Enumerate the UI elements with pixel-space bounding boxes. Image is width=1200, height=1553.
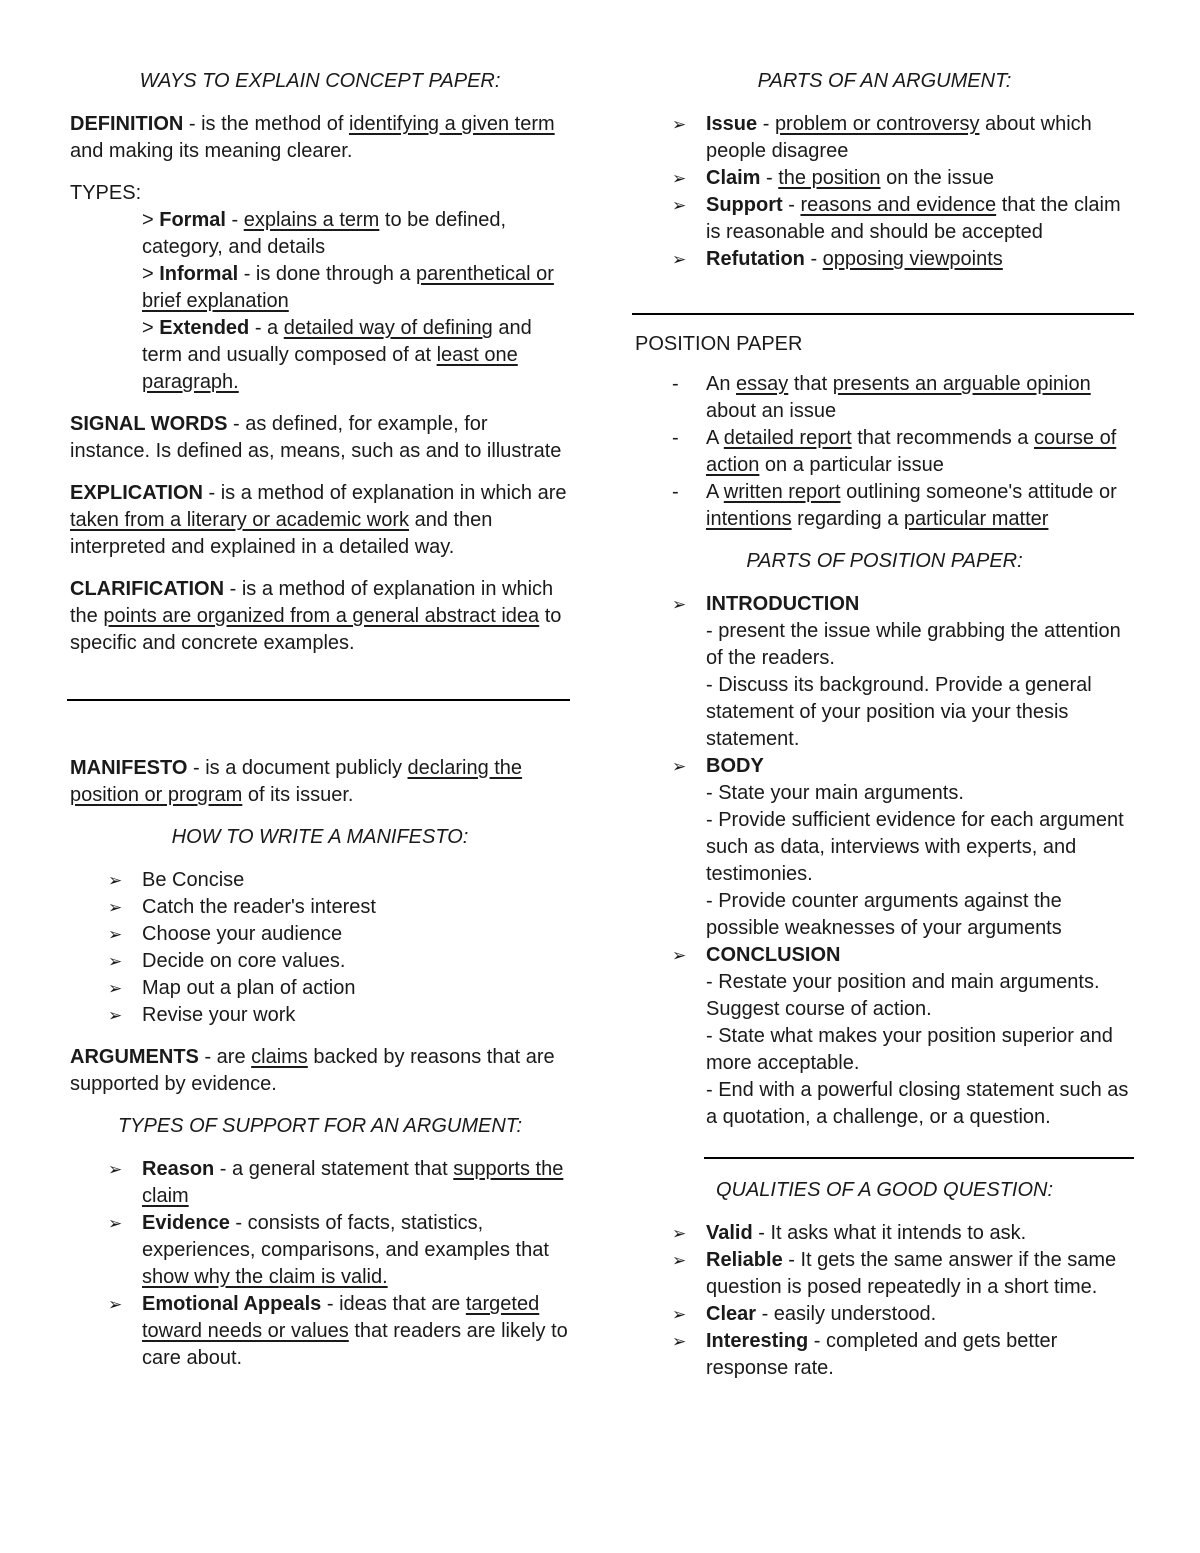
definition-paragraph: DEFINITION - is the method of identifying a given term and making its meaning clearer.	[70, 113, 555, 162]
section-divider	[632, 313, 1134, 315]
arrow-bullet-icon: ➢	[108, 952, 123, 971]
type-informal: > Informal - is done through a parenthetical or brief explanation	[142, 263, 554, 312]
list-item: ➢ Evidence - consists of facts, statistics, experiences, comparisons, and examples that show why the claim is valid.	[108, 1212, 549, 1288]
arrow-bullet-icon: ➢	[108, 1160, 123, 1179]
list-item: - A detailed report that recommends a course of action on a particular issue	[672, 427, 1117, 476]
dash-bullet-icon: -	[672, 373, 679, 395]
section-title-parts-of-position-paper: PARTS OF POSITION PAPER:	[746, 550, 1023, 572]
arrow-bullet-icon: ➢	[108, 1006, 123, 1025]
qualities-list	[632, 1220, 1137, 1382]
arrow-bullet-icon: ➢	[672, 169, 687, 188]
argument-parts-list	[632, 111, 1137, 273]
explication-paragraph: EXPLICATION - is a method of explanation in which are taken from a literary or academic work and then interpreted and explained in a detailed way.	[70, 482, 567, 558]
section-title-how-to-manifesto: HOW TO WRITE A MANIFESTO:	[171, 826, 469, 848]
section-title-qualities: QUALITIES OF A GOOD QUESTION:	[715, 1179, 1054, 1201]
list-item: ➢ Emotional Appeals - ideas that are targeted toward needs or values that readers are likely to care about.	[108, 1293, 568, 1369]
section-title-parts-of-argument: PARTS OF AN ARGUMENT:	[757, 70, 1012, 92]
section-title-concept-paper: WAYS TO EXPLAIN CONCEPT PAPER:	[139, 70, 501, 92]
definition-term: DEFINITION	[70, 113, 184, 135]
arrow-bullet-icon: ➢	[672, 757, 687, 776]
section-divider	[67, 699, 570, 701]
arrow-bullet-icon: ➢	[672, 1332, 687, 1351]
section-divider	[704, 1157, 1134, 1159]
list-item: ➢ Issue - problem or controversy about which people disagree	[672, 113, 1092, 162]
list-item: ➢ Choose your audience	[70, 921, 570, 948]
dash-bullet-icon: -	[672, 427, 679, 449]
clarification-paragraph: CLARIFICATION - is a method of explanation in which the points are organized from a general abstract idea to specific and concrete examples.	[70, 578, 562, 654]
dash-bullet-icon: -	[672, 481, 679, 503]
arrow-bullet-icon: ➢	[108, 871, 123, 890]
arrow-bullet-icon: ➢	[672, 1305, 687, 1324]
support-types-list	[70, 1156, 570, 1372]
list-item: - A written report outlining someone's attitude or intentions regarding a particular matter	[672, 481, 1117, 530]
list-item: ➢ INTRODUCTION - present the issue while grabbing the attention of the readers. - Discuss its background. Provide a general statement of your position via your thesis statement.	[672, 593, 1121, 750]
type-extended: > Extended - a detailed way of defining and term and usually composed of at least one paragraph.	[142, 317, 532, 393]
types-label: TYPES:	[70, 182, 142, 204]
position-paper-definitions	[632, 371, 1137, 533]
list-item: ➢ Refutation - opposing viewpoints	[632, 246, 1137, 273]
arrow-bullet-icon: ➢	[108, 925, 123, 944]
list-item: ➢ Reliable - It gets the same answer if the same question is posed repeatedly in a short time.	[672, 1249, 1117, 1298]
type-formal: > Formal - explains a term to be defined, category, and details	[142, 209, 507, 258]
arrow-bullet-icon: ➢	[108, 1295, 123, 1314]
section-title-support-types: TYPES OF SUPPORT FOR AN ARGUMENT:	[117, 1115, 523, 1137]
arguments-paragraph: ARGUMENTS - are claims backed by reasons that are supported by evidence.	[70, 1046, 555, 1095]
list-item: ➢ Be Concise	[70, 867, 570, 894]
list-item: ➢ Interesting - completed and gets better response rate.	[672, 1330, 1058, 1379]
manifesto-paragraph: MANIFESTO - is a document publicly declaring the position or program of its issuer.	[70, 757, 523, 806]
arrow-bullet-icon: ➢	[672, 115, 687, 134]
arrow-bullet-icon: ➢	[672, 946, 687, 965]
manifesto-steps-list	[70, 867, 570, 1029]
list-item: ➢ CONCLUSION - Restate your position and main arguments. Suggest course of action. - State what makes your position superior and more acceptable. - End with a powerful closing statement such as a quotation, a challenge, or a question.	[672, 944, 1129, 1128]
list-item: ➢ Reason - a general statement that supports the claim	[108, 1158, 564, 1207]
arrow-bullet-icon: ➢	[672, 1251, 687, 1270]
arrow-bullet-icon: ➢	[672, 196, 687, 215]
list-item: ➢ Decide on core values.	[70, 948, 570, 975]
list-item: ➢ BODY - State your main arguments. - Provide sufficient evidence for each argument such as data, interviews with experts, and testimonies. - Provide counter arguments against the possible weaknesses of your arguments	[672, 755, 1124, 939]
signal-words-paragraph: SIGNAL WORDS - as defined, for example, for instance. Is defined as, means, such as and to illustrate	[70, 413, 562, 462]
list-item: ➢ Map out a plan of action	[70, 975, 570, 1002]
list-item: ➢ Catch the reader's interest	[70, 894, 570, 921]
types-list	[70, 207, 570, 396]
arrow-bullet-icon: ➢	[108, 898, 123, 917]
arrow-bullet-icon: ➢	[108, 979, 123, 998]
list-item: ➢ Valid - It asks what it intends to ask.	[632, 1220, 1137, 1247]
list-item: ➢ Claim - the position on the issue	[632, 165, 1137, 192]
right-column	[632, 68, 1137, 1397]
list-item: - An essay that presents an arguable opinion about an issue	[672, 373, 1091, 422]
position-paper-parts-list	[632, 591, 1137, 1131]
section-title-position-paper: POSITION PAPER	[635, 333, 803, 355]
list-item: ➢ Clear - easily understood.	[632, 1301, 1137, 1328]
arrow-bullet-icon: ➢	[108, 1214, 123, 1233]
arrow-bullet-icon: ➢	[672, 250, 687, 269]
arrow-bullet-icon: ➢	[672, 1224, 687, 1243]
arrow-bullet-icon: ➢	[672, 595, 687, 614]
left-column	[70, 68, 570, 1387]
definition-types	[70, 180, 570, 396]
list-item: ➢ Revise your work	[70, 1002, 570, 1029]
list-item: ➢ Support - reasons and evidence that the claim is reasonable and should be accepted	[672, 194, 1121, 243]
